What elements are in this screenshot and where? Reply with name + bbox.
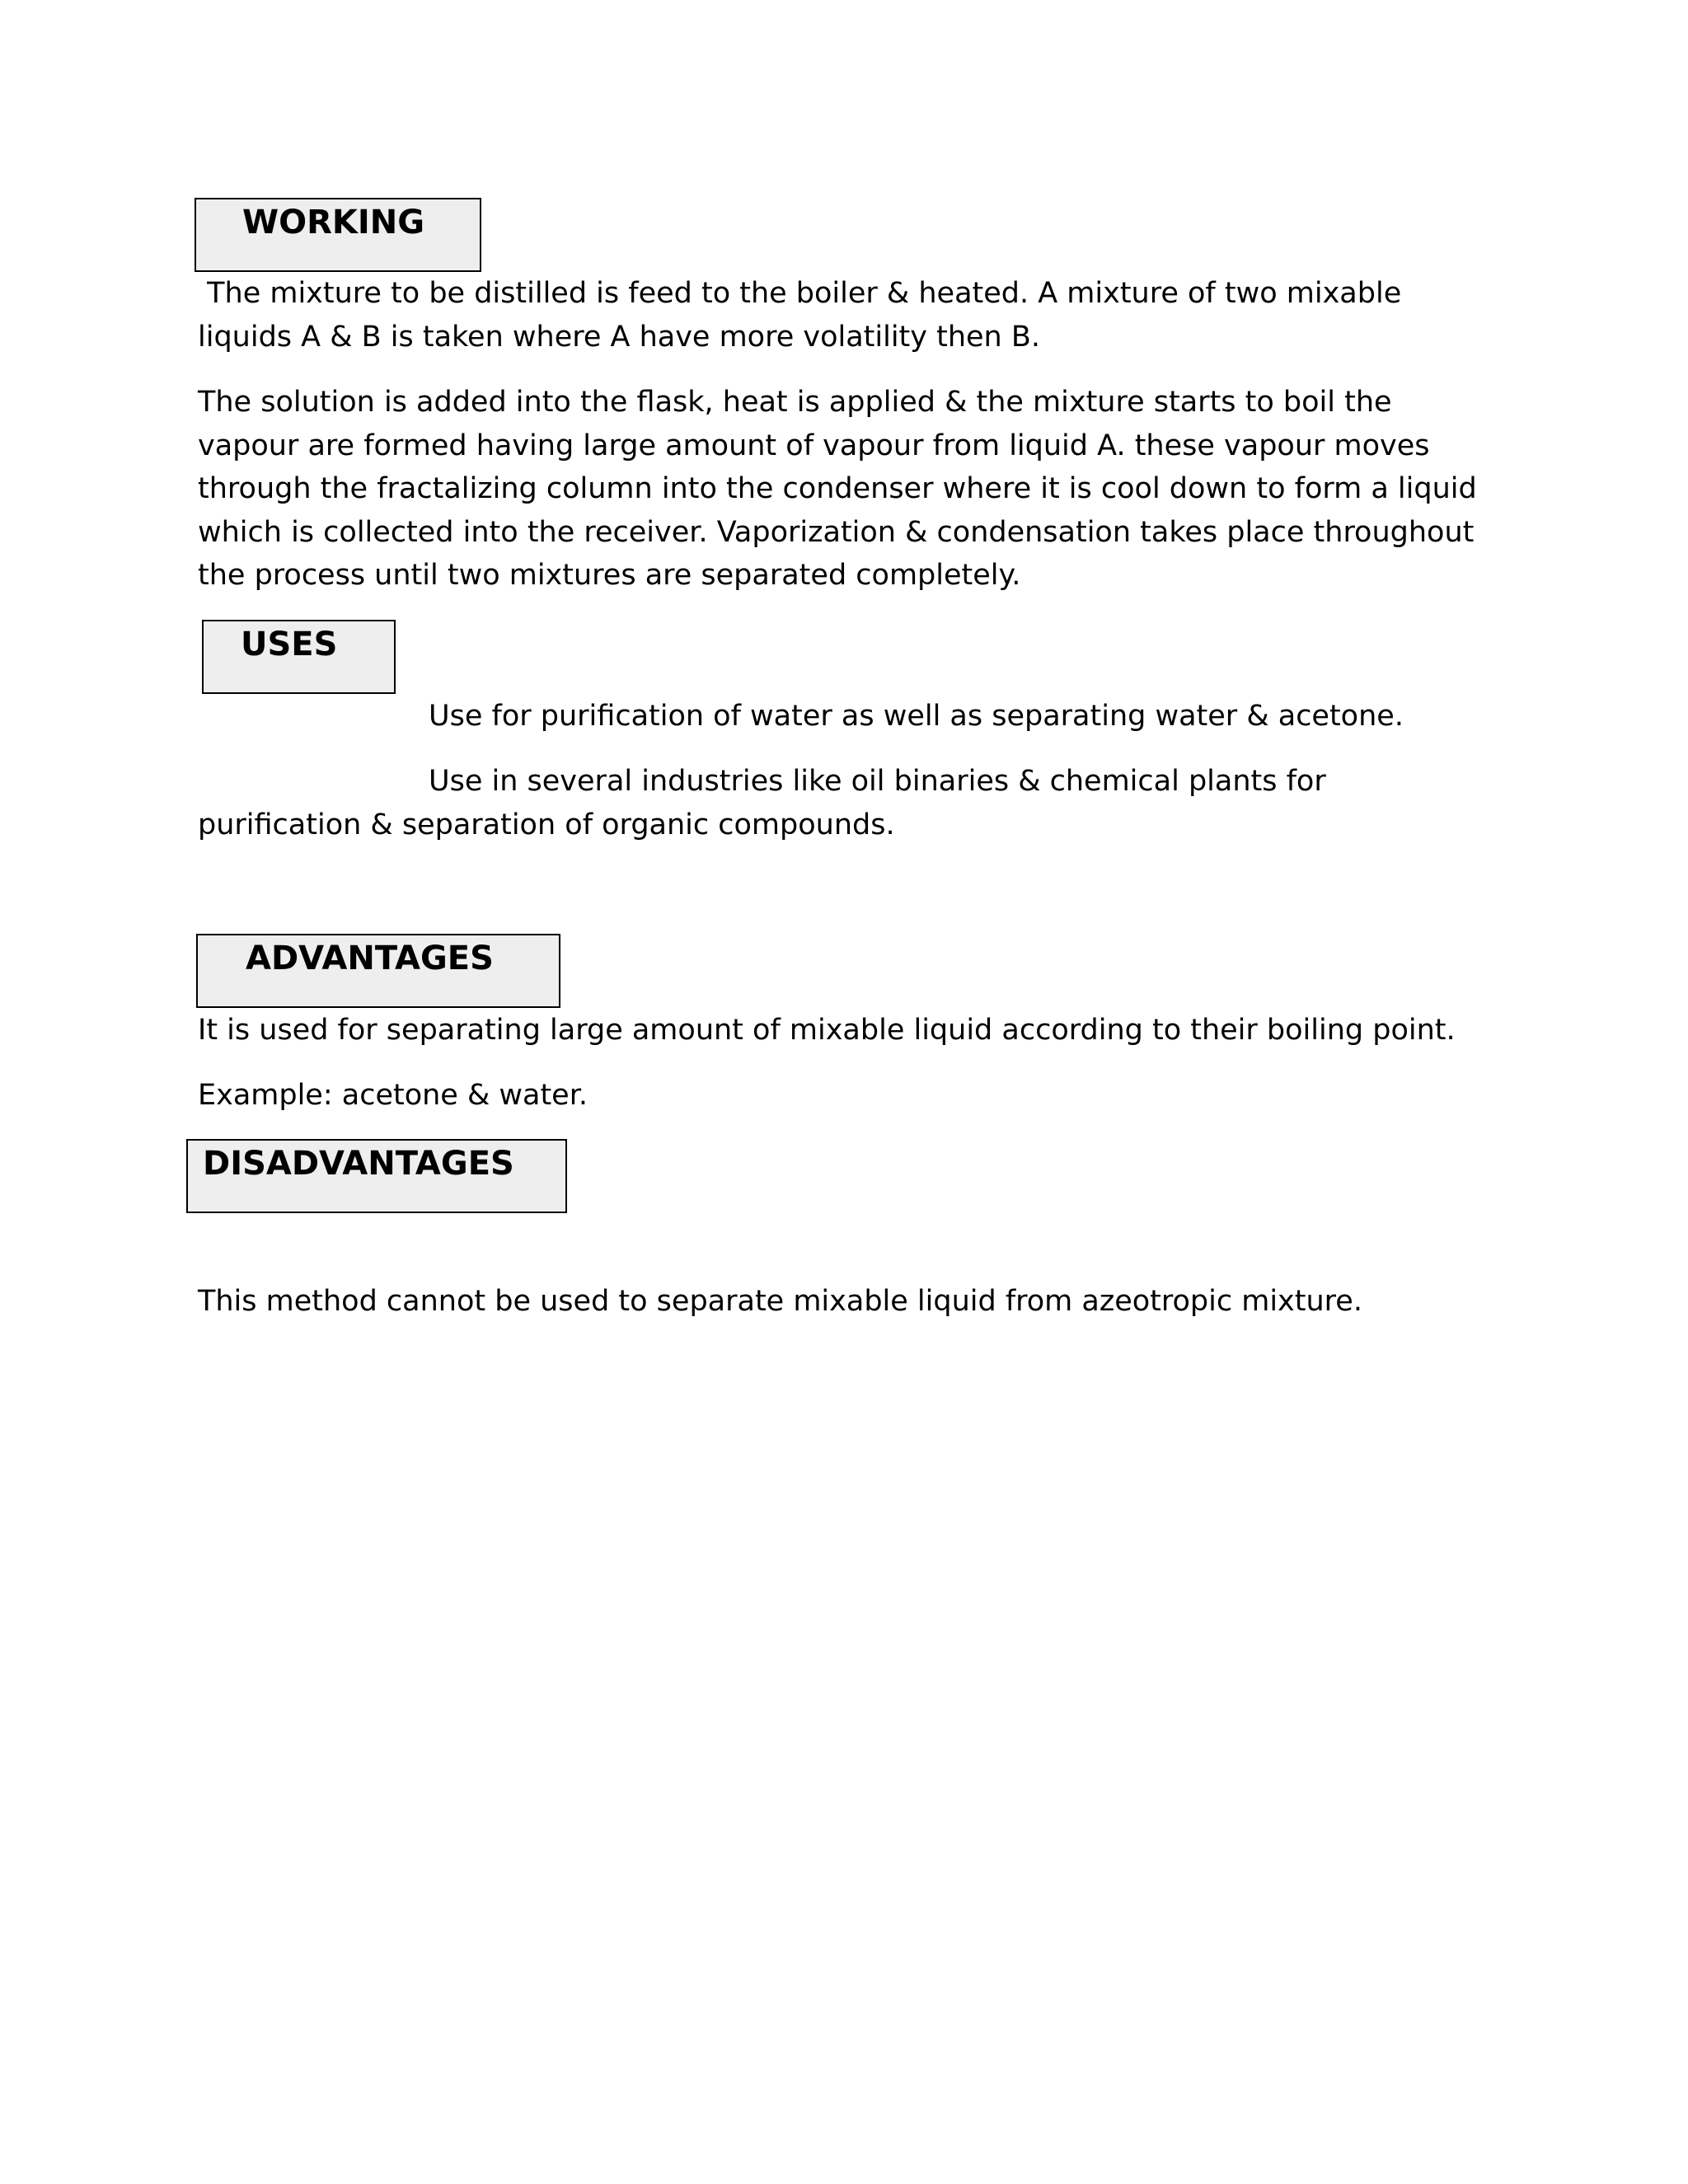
working-heading: WORKING (242, 204, 425, 241)
uses-paragraph-2: Use in several industries like oil binaries & chemical plants for purification & separation of organic compounds. (198, 765, 1326, 841)
disadvantages-paragraph-1: This method cannot be used to separate mixable liquid from azeotropic mixture. (198, 1285, 1362, 1318)
advantages-paragraph-2: Example: acetone & water. (198, 1079, 588, 1112)
advantages-heading: ADVANTAGES (246, 940, 494, 977)
advantages-paragraph-1: It is used for separating large amount of mixable liquid according to their boiling point. (198, 1014, 1456, 1047)
working-paragraph-1: The mixture to be distilled is feed to the boiler & heated. A mixture of two mixable liquids A & B is taken where A have more volatility then B. (198, 277, 1411, 354)
uses-heading: USES (241, 626, 338, 663)
working-paragraph-2: The solution is added into the flask, heat is applied & the mixture starts to boil the vapour are formed having large amount of vapour from liquid A. these vapour moves through the fractalizing column into the condenser where it is cool down to form a liquid which is collected into the receiver. Vaporization & condensation takes place throughout the process until two mixtures are separated completely. (198, 386, 1477, 592)
disadvantages-heading: DISADVANTAGES (203, 1145, 514, 1183)
uses-paragraph-1: Use for purification of water as well as separating water & acetone. (429, 700, 1404, 733)
